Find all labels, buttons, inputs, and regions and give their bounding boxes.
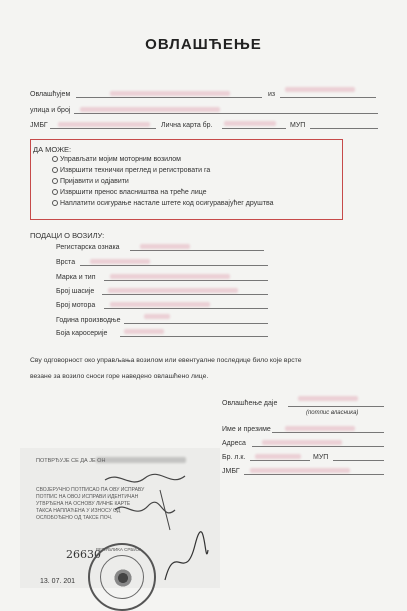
jmbg-line-2 <box>244 474 384 475</box>
id-line <box>250 460 310 461</box>
responsibility-text: везане за возило сноси горе наведено овлашћено лице. <box>30 373 209 380</box>
authorize-label: Овлашћујем <box>30 91 71 98</box>
redacted-value <box>90 259 150 264</box>
vehicle-field-line <box>104 280 268 281</box>
mup-line-2 <box>333 460 384 461</box>
stamp-text: РЕПУБЛИКА СРБИЈА <box>96 547 142 552</box>
permission-item: Управљати мојим моторним возилом <box>52 156 181 163</box>
redacted-signature <box>298 396 358 401</box>
certification-date: 13. 07. 201 <box>40 578 76 585</box>
vehicle-field-line <box>104 308 268 309</box>
mup-label: МУП <box>290 122 306 129</box>
redacted-name <box>285 426 355 431</box>
address-line <box>252 446 384 447</box>
certification-line: ОСЛОБОЂЕНО ОД ТАКСЕ ПОЧ. <box>36 515 113 521</box>
vehicle-heading: ПОДАЦИ О ВОЗИЛУ: <box>30 231 105 240</box>
redacted-value <box>124 329 164 334</box>
vehicle-field-label: Регистарска ознака <box>56 244 120 251</box>
jmbg-label-2: ЈМБГ <box>222 468 240 475</box>
vehicle-field-label: Година производње <box>56 317 121 324</box>
certification-heading: ПОТВРЂУЈЕ СЕ ДА ЈЕ ОН <box>36 458 106 464</box>
certification-line: ПОТПИС НА ОВОЈ ИСПРАВИ ИДЕНТИЧАН <box>36 494 139 500</box>
vehicle-field-label: Број шасије <box>56 288 95 295</box>
redacted-jmbg <box>250 468 350 473</box>
redacted-value <box>144 314 170 319</box>
mup-label-2: МУП <box>313 454 329 461</box>
redacted-id <box>255 454 301 459</box>
street-line <box>74 113 378 114</box>
jmbg-label: ЈМБГ <box>30 122 48 129</box>
handwritten-number: 26630 <box>66 548 101 561</box>
document-title: ОВЛАШЋЕЊЕ <box>145 36 262 53</box>
jmbg-line <box>50 128 156 129</box>
responsibility-text: Сву одговорност око управљања возилом или евентуалне последице било које врсте <box>30 357 302 364</box>
mup-line <box>310 128 378 129</box>
vehicle-field-line <box>102 294 268 295</box>
permission-item: Пријавити и одјавити <box>52 178 129 185</box>
name-label: Име и презиме <box>222 426 271 433</box>
permission-item: Извршити технички преглед и регистровати га <box>52 167 210 174</box>
permissions-heading: ДА МОЖЕ: <box>33 145 72 154</box>
redacted-id <box>224 121 276 126</box>
authorize-name-line <box>76 97 262 98</box>
redacted-street <box>80 107 220 112</box>
vehicle-field-label: Врста <box>56 259 76 266</box>
signature-line <box>288 406 384 407</box>
name-line <box>272 432 384 433</box>
signature-scribble <box>160 530 210 590</box>
from-line <box>280 97 376 98</box>
crest-icon <box>113 568 133 588</box>
redacted-value <box>140 244 190 249</box>
from-label: из <box>268 91 276 98</box>
vehicle-field-label: Боја каросерије <box>56 330 108 337</box>
signature-note: (потпис власника) <box>306 410 359 416</box>
certification-line: СВОЈЕРУЧНО ПОТПИСАО ПА ОВУ ИСПРАВУ <box>36 487 145 493</box>
permission-item: Извршити пренос власништва на треће лице <box>52 189 207 196</box>
redacted-address <box>262 440 342 445</box>
id-card-line <box>222 128 286 129</box>
permission-item: Наплатити осигурање настале штете код осигуравајућег друштва <box>52 200 274 207</box>
address-label: Адреса <box>222 440 246 447</box>
redacted-name <box>110 91 230 96</box>
vehicle-field-line <box>80 265 268 266</box>
issued-by-label: Овлашћење даје <box>222 400 278 407</box>
redacted-value <box>110 302 210 307</box>
vehicle-field-line <box>124 323 268 324</box>
certification-line: ТАКСА НАПЛАЋЕНА У ИЗНОСУ ОД <box>36 508 121 514</box>
id-label: Бр. л.к. <box>222 454 246 461</box>
vehicle-field-label: Марка и тип <box>56 274 96 281</box>
official-stamp <box>88 543 156 611</box>
street-label: улица и број <box>30 107 71 114</box>
redacted-cert-name <box>96 457 186 463</box>
certification-line: УТВРЂЕНА НА ОСНОВУ ЛИЧНЕ КАРТЕ <box>36 501 131 507</box>
vehicle-field-label: Број мотора <box>56 302 96 309</box>
redacted-city <box>285 87 355 92</box>
redacted-jmbg <box>58 122 150 127</box>
redacted-value <box>110 274 230 279</box>
redacted-value <box>108 288 238 293</box>
vehicle-field-line <box>130 250 264 251</box>
id-card-label: Лична карта бр. <box>161 122 213 129</box>
vehicle-field-line <box>120 336 268 337</box>
